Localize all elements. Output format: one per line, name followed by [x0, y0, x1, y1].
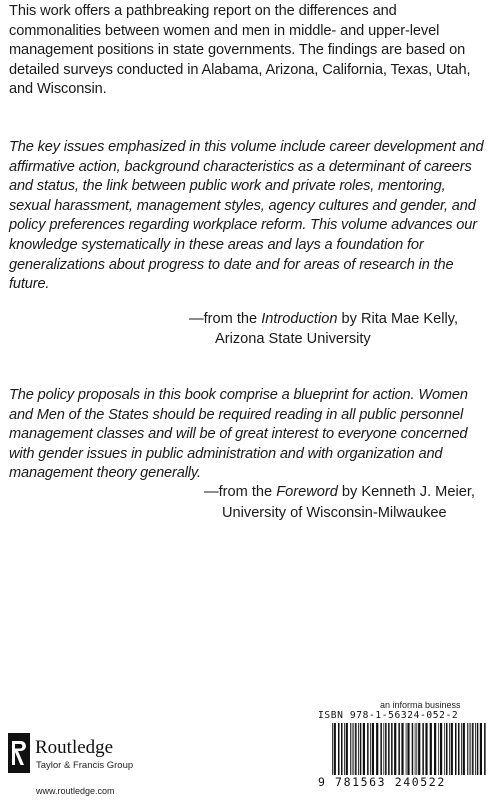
barcode-bar: [440, 723, 442, 775]
barcode-bar: [401, 723, 403, 775]
barcode-bar: [480, 723, 482, 775]
barcode-bar: [484, 723, 486, 775]
barcode-bar: [350, 723, 351, 775]
barcode-bar: [360, 723, 362, 775]
barcode-bar: [422, 723, 424, 775]
barcode-bar: [370, 723, 371, 775]
barcode-bar: [477, 723, 479, 775]
barcode-bar: [455, 723, 457, 775]
foreword-attribution: —from the Foreword by Kenneth J. Meier,: [204, 484, 475, 500]
foreword-quote: The policy proposals in this book comprise a blueprint for action. Women and Men of the States should be required reading in all public personnel management classes and will be of great interest to everyone concerned with gender issues in public administration and with organization and management theory generally.: [9, 387, 468, 482]
barcode-bar: [463, 723, 465, 775]
barcode-bar: [394, 723, 396, 775]
barcode-bar: [416, 723, 417, 775]
barcode-bar: [358, 723, 359, 775]
barcode-bar: [383, 723, 384, 775]
barcode-bar: [446, 723, 448, 775]
routledge-r-logo-icon: [8, 733, 30, 773]
introduction-attribution: —from the Introduction by Rita Mae Kelly,: [189, 311, 459, 327]
barcode-bar: [458, 723, 460, 775]
barcode-bar: [338, 723, 340, 775]
barcode-bar: [434, 723, 436, 775]
informa-tagline: an informa business: [380, 700, 461, 710]
barcode-bar: [438, 723, 439, 775]
barcode: [330, 723, 488, 775]
barcode-bar: [467, 723, 468, 775]
barcode-bar: [472, 723, 474, 775]
barcode-bar: [352, 723, 353, 775]
barcode-bar: [355, 723, 357, 775]
barcode-bar: [461, 723, 462, 775]
foreword-affiliation: University of Wisconsin-Milwaukee: [222, 505, 447, 521]
barcode-bar: [388, 723, 390, 775]
publisher-name: Routledge: [35, 737, 114, 758]
barcode-bar: [418, 723, 420, 775]
isbn-label: ISBN 978-1-56324-052-2: [318, 710, 459, 721]
barcode-bar: [346, 723, 348, 775]
barcode-bar: [475, 723, 476, 775]
barcode-bar: [449, 723, 450, 775]
barcode-bar: [385, 723, 387, 775]
barcode-bar: [398, 723, 400, 775]
barcode-bar: [470, 723, 471, 775]
barcode-bar: [406, 723, 407, 775]
publisher-group: Taylor & Francis Group: [36, 760, 134, 771]
barcode-bar: [407, 723, 409, 775]
barcode-bar: [363, 723, 365, 775]
barcode-bar: [451, 723, 453, 775]
introduction-quote: The key issues emphasized in this volume include career development and affirmative action, background characteristics as a determinant of careers and status, the link between public work and private roles, mentoring, sexual harassment, management styles, agency cultures and gender, and policy preferences regarding workplace reform. This volume advances our knowledge systematically in these areas and lays a foundation for generalizations about progress to date and for areas of research in the future.: [9, 139, 484, 293]
publisher-url[interactable]: www.routledge.com: [36, 786, 115, 796]
barcode-bar: [332, 723, 333, 775]
barcode-bar: [412, 723, 414, 775]
barcode-bar: [444, 723, 445, 775]
barcode-bar: [391, 723, 393, 775]
barcode-bar: [376, 723, 378, 775]
barcode-bar: [367, 723, 369, 775]
barcode-bar: [353, 723, 354, 775]
barcode-bar: [469, 723, 470, 775]
intro-paragraph: This work offers a pathbreaking report on the differences and commonalities between women and men in middle- and upper-level management positions in state governments. The findings are based on detailed surveys conducted in Alabama, Arizona, California, Texas, Utah, and Wisconsin.: [9, 3, 471, 98]
barcode-digits: 9 781563 240522: [318, 775, 446, 789]
introduction-affiliation: Arizona State University: [215, 331, 371, 347]
barcode-bar: [344, 723, 345, 775]
barcode-bar: [334, 723, 336, 775]
barcode-bar: [415, 723, 416, 775]
barcode-bar: [425, 723, 427, 775]
barcode-bar: [341, 723, 343, 775]
barcode-bar: [430, 723, 432, 775]
barcode-bar: [372, 723, 374, 775]
barcode-bar: [380, 723, 382, 775]
